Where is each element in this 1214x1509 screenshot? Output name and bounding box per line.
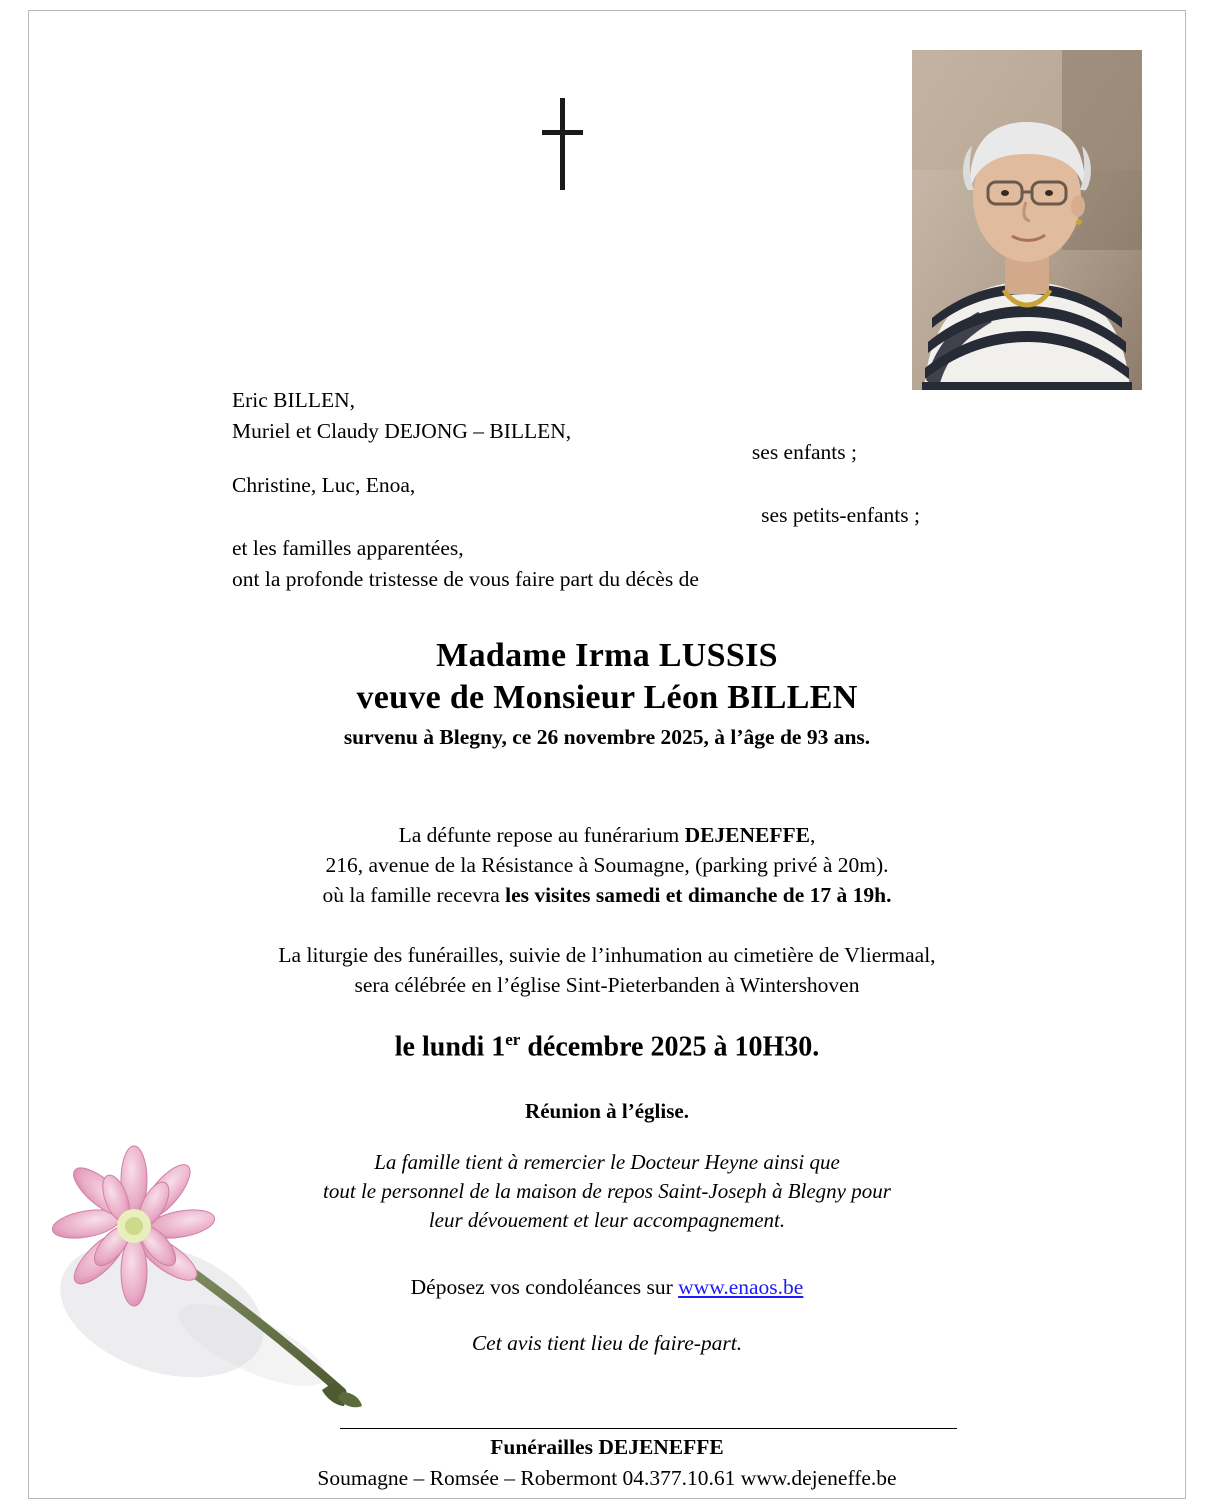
family-line-5: ont la profonde tristesse de vous faire part du décès de [232, 567, 699, 591]
latin-cross-icon [541, 98, 585, 190]
family-names [232, 385, 571, 447]
footer-company: Funérailles DEJENEFFE [490, 1435, 724, 1459]
thanks-line-1: La famille tient à remercier le Docteur Heyne ainsi que [374, 1150, 840, 1174]
family-role-children: ses enfants ; [751, 440, 857, 464]
family-line-4: et les familles apparentées, [232, 536, 464, 560]
condolences-text: Déposez vos condoléances sur [410, 1275, 679, 1299]
pink-chrysanthemum-flower-icon [42, 1130, 392, 1430]
thanks-line-2: tout le personnel de la maison de repos Saint-Joseph à Blegny pour [323, 1179, 891, 1203]
liturgy-line-1: La liturgie des funérailles, suivie de l’inhumation au cimetière de Vliermaal, [278, 943, 936, 967]
ceremony-datetime [0, 1025, 1214, 1062]
family-line-1: Eric BILLEN, [232, 388, 355, 412]
visits-hours: les visites samedi et dimanche de 17 à 19h. [505, 883, 892, 907]
liturgy-block [0, 940, 1214, 1000]
funerarium-line-3 [0, 880, 1214, 910]
funerarium-line1-post: , [810, 823, 816, 847]
funerarium-address: 216, avenue de la Résistance à Soumagne, (parking privé à 20m). [325, 853, 889, 877]
ceremony-date-prefix: le lundi 1 [394, 1031, 506, 1063]
ceremony-date-suffix: décembre 2025 à 10H30. [520, 1031, 820, 1063]
deceased-spouse: veuve de Monsieur Léon BILLEN [356, 679, 858, 716]
funerarium-block [0, 820, 1214, 910]
condolences-link[interactable]: www.enaos.be [678, 1275, 804, 1299]
footer-contact: Soumagne – Romsée – Robermont 04.377.10.61 www.dejeneffe.be [317, 1466, 897, 1490]
footer-divider [340, 1428, 957, 1429]
family-line-2: Muriel et Claudy DEJONG – BILLEN, [232, 419, 572, 443]
funerarium-line1-pre: La défunte repose au funérarium [398, 823, 685, 847]
liturgy-line-2: sera célébrée en l’église Sint-Pieterbanden à Wintershoven [354, 973, 860, 997]
family-relatives-lines [232, 533, 699, 595]
deceased-name: Madame Irma LUSSIS [436, 637, 778, 674]
funerarium-name: DEJENEFFE [684, 823, 810, 847]
footer [0, 1432, 1214, 1494]
deceased-portrait-photo [912, 50, 1142, 390]
funerarium-line-1 [0, 820, 1214, 850]
deceased-death-info: survenu à Blegny, ce 26 novembre 2025, à l’âge de 93 ans. [343, 725, 871, 749]
notice-line: Cet avis tient lieu de faire-part. [471, 1331, 743, 1355]
deceased-block [0, 635, 1214, 750]
thanks-line-3: leur dévouement et leur accompagnement. [428, 1208, 786, 1232]
ceremony-date-ordinal: er [505, 1030, 521, 1049]
family-line-3: Christine, Luc, Enoa, [232, 473, 416, 497]
visits-pre: où la famille recevra [322, 883, 506, 907]
reunion-note: Réunion à l’église. [525, 1099, 689, 1123]
family-role-grandchildren: ses petits-enfants ; [761, 503, 920, 527]
